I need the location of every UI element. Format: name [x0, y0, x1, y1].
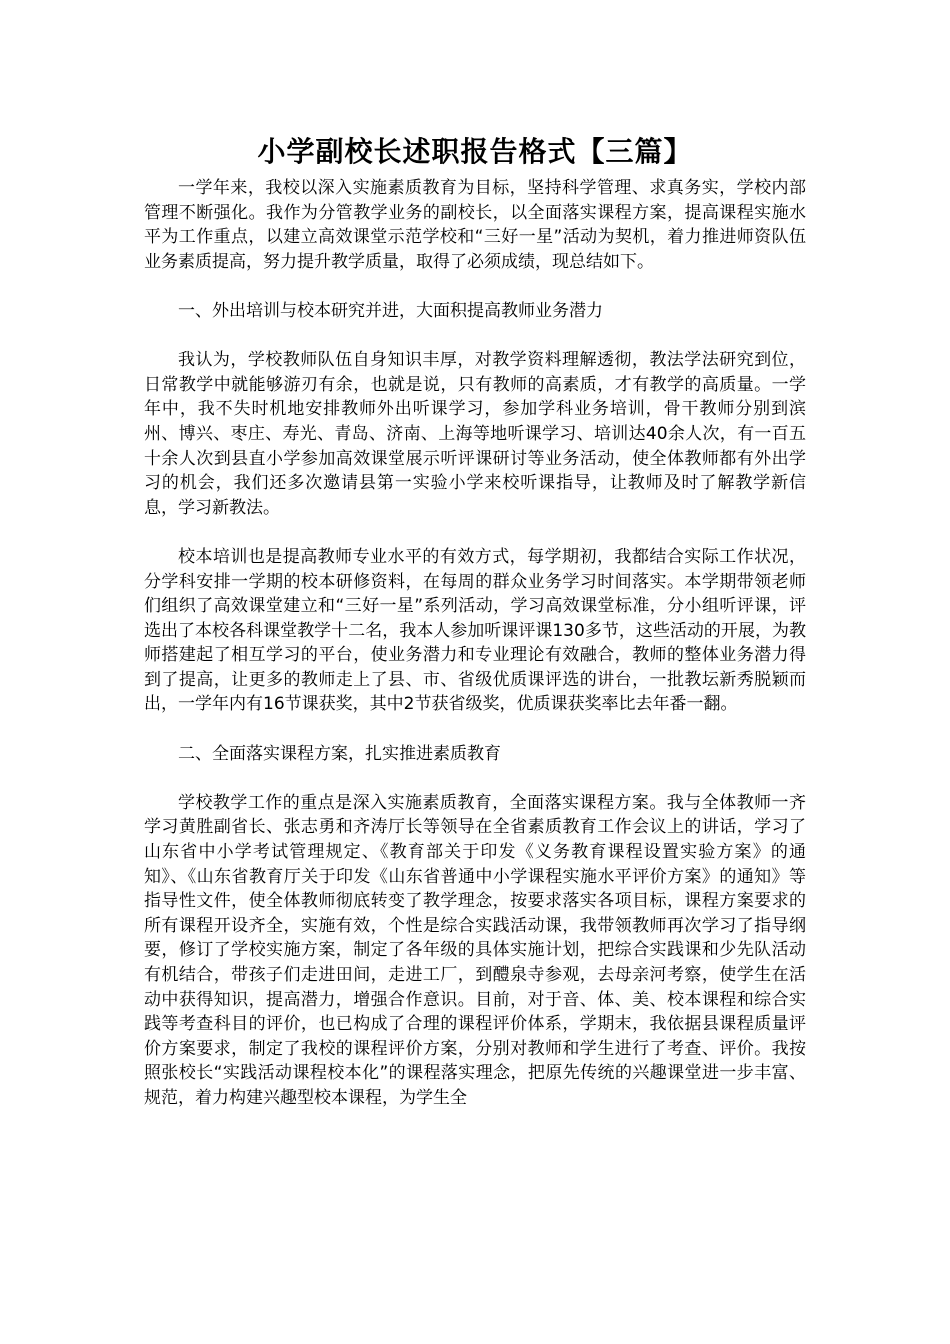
paragraph-gap — [144, 717, 806, 742]
section-heading-2: 二、全面落实课程方案，扎实推进素质教育 — [178, 743, 501, 764]
paragraph-gap — [144, 274, 806, 299]
intro-paragraph: 一学年来，我校以深入实施素质教育为目标，坚持科学管理、求真务实，学校内部管理不断强化。我作为分管教学业务的副校长，以全面落实课程方案，提高课程实施水平为工作重点，以建立高效课堂示范学校和“三好一星”活动为契机，着力推进师资队伍业务素质提高，努力提升教学质量，取得了必须成绩，现总结如下。 — [144, 178, 806, 272]
document-page — [144, 132, 806, 1111]
paragraph-gap — [144, 766, 806, 791]
body-paragraph: 我认为，学校教师队伍自身知识丰厚，对教学资料理解透彻，教法学法研究到位，日常教学中就能够游刃有余，也就是说，只有教师的高素质，才有教学的高质量。一学年中，我不失时机地安排教师外出听课学习，参加学科业务培训，骨干教师分别到滨州、博兴、枣庄、寿光、青岛、济南、上海等地听课学习、培训达40余人次，有一百五十余人次到县直小学参加高效课堂展示听评课研讨等业务活动，使全体教师都有外出学习的机会，我们还多次邀请县第一实验小学来校听课指导，让教师及时了解教学新信息，学习新教法。 — [144, 350, 806, 518]
section-heading-1: 一、外出培训与校本研究并进，大面积提高教师业务潜力 — [178, 300, 603, 321]
paragraph-gap — [144, 520, 806, 545]
body-paragraph: 校本培训也是提高教师专业水平的有效方式，每学期初，我都结合实际工作状况，分学科安排一学期的校本研修资料，在每周的群众业务学习时间落实。本学期带领老师们组织了高效课堂建立和“三好一星”系列活动，学习高效课堂标准，分小组听评课，评选出了本校各科课堂教学十二名，我本人参加听课评课130多节，这些活动的开展，为教师搭建起了相互学习的平台，使业务潜力和专业理论有效融合，教师的整体业务潜力得到了提高，让更多的教师走上了县、市、省级优质课评选的讲台，一批教坛新秀脱颖而出，一学年内有16节课获奖，其中2节获省级奖，优质课获奖率比去年番一翻。 — [144, 546, 806, 715]
document-title: 小学副校长述职报告格式【三篇】 — [257, 135, 693, 168]
body-paragraph: 学校教学工作的重点是深入实施素质教育，全面落实课程方案。我与全体教师一齐学习黄胜副省长、张志勇和齐涛厅长等领导在全省素质教育工作会议上的讲话，学习了山东省中小学考试管理规定、《教育部关于印发《义务教育课程设置实验方案》的通知》、《山东省教育厅关于印发《山东省普通中小学课程实施水平评价方案》的通知》等指导性文件，使全体教师彻底转变了教学理念，按要求落实各项目标，课程方案要求的所有课程开设齐全，实施有效，个性是综合实践活动课，我带领教师再次学习了指导纲要，修订了学校实施方案，制定了各年级的具体实施计划，把综合实践课和少先队活动有机结合，带孩子们走进田间，走进工厂，到醴泉寺参观，去母亲河考察，使学生在活动中获得知识，提高潜力，增强合作意识。目前，对于音、体、美、校本课程和综合实践等考查科目的评价，也已构成了合理的课程评价体系，学期末，我依据县课程质量评价方案要求，制定了我校的课程评价方案，分别对教师和学生进行了考查、评价。我按照张校长“实践活动课程校本化”的课程落实理念，把原先传统的兴趣课堂进一步丰富、规范，着力构建兴趣型校本课程，为学生全 — [144, 792, 806, 1108]
paragraph-gap — [144, 324, 806, 349]
